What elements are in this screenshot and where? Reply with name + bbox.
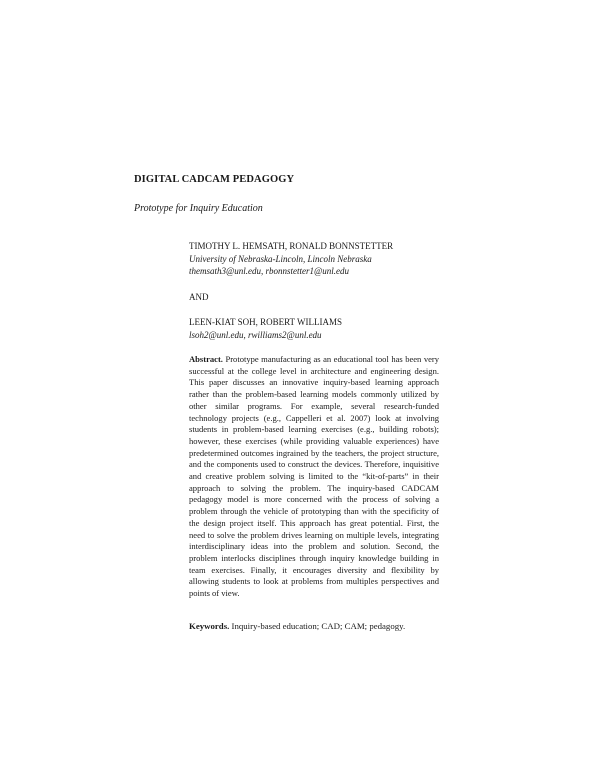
- author-affiliation-1: University of Nebraska-Lincoln, Lincoln Nebraska: [189, 253, 372, 264]
- keywords-label: Keywords.: [189, 621, 230, 631]
- abstract-label: Abstract.: [189, 354, 223, 364]
- paper-subtitle: Prototype for Inquiry Education: [134, 203, 263, 214]
- author-block: [189, 240, 449, 341]
- author-names-1: TIMOTHY L. HEMSATH, RONALD BONNSTETTER: [189, 241, 394, 251]
- keywords-line: [189, 621, 449, 631]
- author-names-2: LEEN-KIAT SOH, ROBERT WILLIAMS: [189, 317, 342, 327]
- abstract-paragraph: [189, 354, 439, 600]
- paper-title: DIGITAL CADCAM PEDAGOGY: [134, 174, 295, 185]
- abstract-text: Prototype manufacturing as an educational tool has been very successful at the college level in architecture and engineering design. This paper discusses an innovative inquiry-based learning approach rather than the problem-based learning models commonly utilized by other similar programs. For example, several research-funded technology projects (e.g., Cappelleri et al. 2007) look at involving students in problem-based learning exercises (e.g., building robots); however, these exercises (while providing valuable experiences) have predetermined outcomes ingrained by the teachers, the project structure, and the components used to construct the devices. Therefore, inquisitive and creative problem solving is limited to the “kit-of-parts” in their approach to solving the problem. The inquiry-based CADCAM pedagogy model is more concerned with the process of solving a problem through the vehicle of prototyping than with the specificity of the design project itself. This approach has great potential. First, the need to solve the problem drives learning on multiple levels, integrating interdisciplinary ideas into the problem and solution. Second, the problem interlocks disciplines through inquiry knowledge building in team exercises. Finally, it encourages diversity and flexibility by allowing students to look at problems from multiples perspectives and points of view.: [189, 354, 439, 599]
- keywords-text: Inquiry-based education; CAD; CAM; pedagogy.: [231, 621, 406, 631]
- author-emails-1: themsath3@unl.edu, rbonnstetter1@unl.edu: [189, 266, 350, 276]
- author-conjunction: AND: [189, 291, 209, 302]
- author-emails-2: lsoh2@unl.edu, rwilliams2@unl.edu: [189, 329, 322, 340]
